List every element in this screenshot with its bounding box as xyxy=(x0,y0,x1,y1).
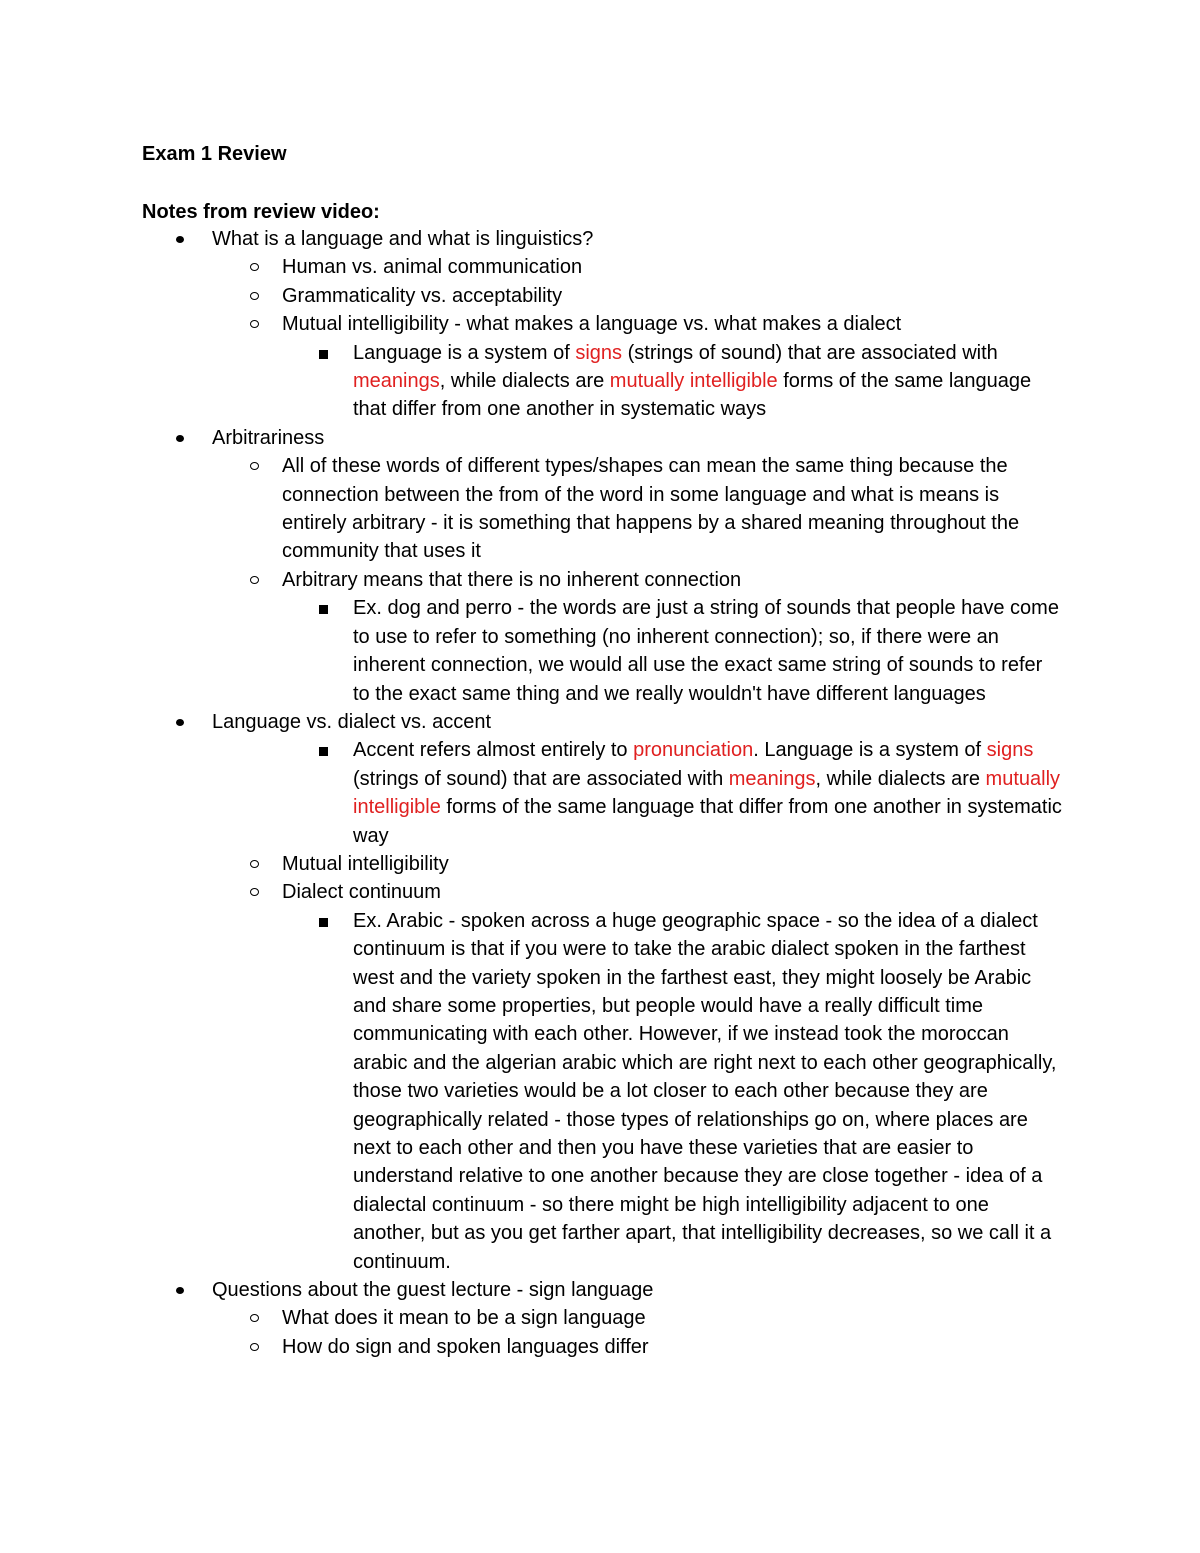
square-bullet-icon xyxy=(319,918,328,927)
list-item-level-2 xyxy=(282,850,1062,878)
filled-circle-bullet-icon xyxy=(176,236,184,243)
note-text: What is a language and what is linguistics? xyxy=(212,228,594,250)
square-bullet-icon xyxy=(319,605,328,614)
note-text: Accent refers almost entirely to xyxy=(353,739,634,762)
filled-circle-bullet-icon xyxy=(176,719,184,726)
highlighted-term: mutually intelligible xyxy=(353,767,1061,819)
list-item-level-1 xyxy=(212,1276,1062,1304)
note-text: Ex. Arabic - spoken across a huge geographic space - so the idea of a dialect continuum is that if you were to take the arabic dialect spoken in the farthest west and the variety spoken in the farthest east, they might loosely be Arabic and share some properties, but people would have a really difficult time communicating with each other. However, if we instead took the moroccan arabic and the algerian arabic which are right next to each other geographically, those two varieties would be a lot closer to each other because they are geographically related - those types of relationships go on, where places are next to each other and then you have these varieties that are easier to understand relative to one another because they are close together - idea of a dialectal continuum - so there might be high intelligibility adjacent to one another, but as you get farther apart, that intelligibility decreases, so we call it a continuum. xyxy=(353,909,1057,1273)
list-item-level-1 xyxy=(212,708,1062,736)
note-text: How do sign and spoken languages differ xyxy=(282,1335,649,1358)
note-text: What does it mean to be a sign language xyxy=(282,1307,646,1330)
filled-circle-bullet-icon xyxy=(176,435,184,442)
square-bullet-icon xyxy=(319,350,328,359)
highlighted-term: signs xyxy=(575,341,623,364)
square-bullet-icon xyxy=(319,747,328,756)
highlighted-term: signs xyxy=(986,739,1034,762)
list-item-level-3 xyxy=(353,736,1063,850)
note-text: . Language is a system of xyxy=(753,739,987,762)
list-item-level-2 xyxy=(282,282,1062,310)
list-item-level-3 xyxy=(353,339,1063,424)
hollow-circle-bullet-icon xyxy=(250,576,259,584)
filled-circle-bullet-icon xyxy=(176,1287,184,1294)
highlighted-term: pronunciation xyxy=(633,739,754,762)
note-text: , while dialects are xyxy=(815,767,986,790)
document-title: Exam 1 Review xyxy=(142,143,287,165)
note-text: Arbitrary means that there is no inherent connection xyxy=(282,568,742,591)
list-item-level-2 xyxy=(282,1304,1062,1332)
note-text: All of these words of different types/shapes can mean the same thing because the connection between the from of the word in some language and what is means is entirely arbitrary - it is something that happens by a shared meaning throughout the community that uses it xyxy=(282,455,1020,563)
list-item-level-1 xyxy=(212,225,1062,253)
note-text: (strings of sound) that are associated with xyxy=(622,341,998,364)
list-item-level-2 xyxy=(282,566,1062,594)
note-text: Language vs. dialect vs. accent xyxy=(212,710,492,733)
note-text: Mutual intelligibility xyxy=(282,852,449,875)
note-text: Ex. dog and perro - the words are just a string of sounds that people have come to use to refer to something (no inherent connection); so, if there were an inherent connection, we would all use the exact same string of sounds to refer to the exact same thing and we really wouldn't have different languages xyxy=(353,597,1059,705)
notes-list xyxy=(0,225,1200,1361)
note-text: Language is a system of xyxy=(353,341,576,364)
highlighted-term: mutually intelligible xyxy=(609,370,778,393)
note-text: Grammaticality vs. acceptability xyxy=(282,284,563,307)
list-item-level-2 xyxy=(282,452,1062,566)
note-text: forms of the same language that differ from one another in systematic way xyxy=(353,796,1062,847)
list-item-level-2 xyxy=(282,1333,1062,1361)
hollow-circle-bullet-icon xyxy=(250,462,259,470)
list-item-level-2 xyxy=(282,310,1062,338)
highlighted-term: meanings xyxy=(353,370,440,393)
note-text: Dialect continuum xyxy=(282,881,441,904)
list-item-level-2 xyxy=(282,878,1062,906)
note-text: , while dialects are xyxy=(439,370,610,393)
hollow-circle-bullet-icon xyxy=(250,1343,259,1351)
list-item-level-1 xyxy=(212,424,1062,452)
highlighted-term: meanings xyxy=(728,767,816,790)
hollow-circle-bullet-icon xyxy=(250,888,259,896)
hollow-circle-bullet-icon xyxy=(250,292,259,300)
note-text: Questions about the guest lecture - sign language xyxy=(212,1279,654,1302)
note-text: Human vs. animal communication xyxy=(282,256,583,279)
note-text: (strings of sound) that are associated with xyxy=(353,767,729,790)
section-heading: Notes from review video: xyxy=(142,201,380,223)
note-text: Arbitrariness xyxy=(212,426,325,449)
hollow-circle-bullet-icon xyxy=(250,320,259,328)
note-text: forms of the same language that differ from one another in systematic ways xyxy=(353,370,1032,421)
note-text: Mutual intelligibility - what makes a language vs. what makes a dialect xyxy=(282,313,902,336)
hollow-circle-bullet-icon xyxy=(250,1314,259,1322)
list-item-level-3 xyxy=(353,594,1063,708)
hollow-circle-bullet-icon xyxy=(250,263,259,271)
list-item-level-2 xyxy=(282,253,1062,281)
list-item-level-3 xyxy=(353,907,1063,1276)
hollow-circle-bullet-icon xyxy=(250,860,259,868)
